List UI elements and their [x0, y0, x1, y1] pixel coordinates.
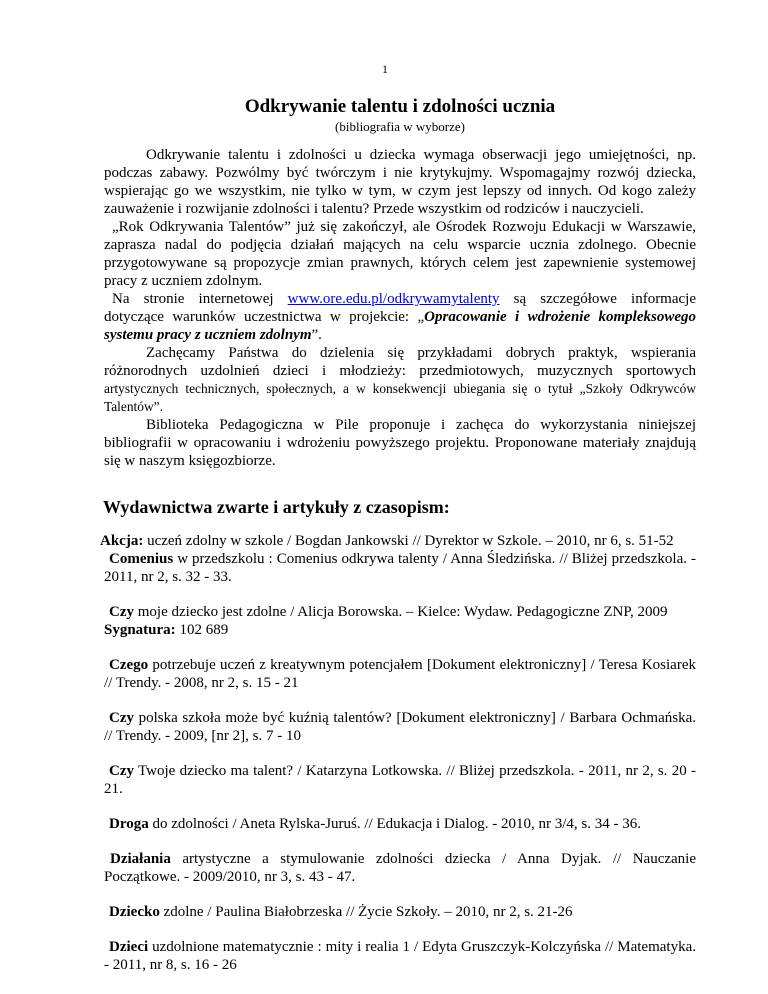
entry-text: do zdolności / Aneta Rylska-Juruś. // Edukacja i Dialog. - 2010, nr 3/4, s. 34 - 36.	[148, 816, 641, 832]
entry-keyword: Dzieci	[109, 939, 149, 955]
bibliography-entry	[104, 938, 696, 974]
document-subtitle: (bibliografia w wyborze)	[335, 119, 465, 134]
entry-signature-value: 102 689	[175, 622, 229, 638]
entry-text: artystyczne a stymulowanie zdolności dziecka / Anna Dyjak. // Nauczanie Początkowe. - 2009/2010, nr 3, s. 43 - 47.	[104, 851, 696, 885]
ore-link[interactable]: www.ore.edu.pl/odkrywamytalenty	[287, 291, 500, 307]
entry-keyword: Czy	[109, 710, 134, 726]
entry-keyword: Comenius	[109, 551, 174, 567]
entry-text: uczeń zdolny w szkole / Bogdan Jankowski // Dyrektor w Szkole. – 2010, nr 6, s. 51-52	[143, 533, 674, 549]
bibliography-entry	[104, 550, 696, 586]
intro-paragraph-5: Biblioteka Pedagogiczna w Pile proponuje i zachęca do wykorzystania niniejszej bibliografii w opracowaniu i wdrożeniu powyższego projektu. Proponowane materiały znajdują się w naszym księgozbiorze.	[104, 417, 696, 469]
bibliography-entry	[100, 532, 696, 550]
entry-signature-label: Sygnatura:	[104, 622, 176, 638]
intro-paragraph-4	[104, 344, 696, 416]
intro-paragraph-2: „Rok Odkrywania Talentów” już się zakończył, ale Ośrodek Rozwoju Edukacji w Warszawie, zaprasza nadal do podjęcia działań mających na celu wsparcie ucznia zdolnego. Obecnie przygotowywane są propozycje zmian prawnych, których celem jest zapewnienie systemowej pracy z uczniem zdolnym.	[104, 219, 696, 289]
entry-keyword: Dziecko	[109, 904, 160, 920]
spacer	[104, 798, 696, 815]
bibliography-list	[100, 532, 696, 974]
bibliography-entry	[104, 656, 696, 692]
spacer	[104, 886, 696, 903]
page-number: 1	[382, 62, 388, 76]
intro-paragraph-1: Odkrywanie talentu i zdolności u dziecka wymaga obserwacji jego umiejętności, np. podczas zabawy. Pozwólmy być twórczym i nie krytykujmy. Wspomagajmy rozwój dziecka, wspierając go we wszystkim, nie tylko w tym, w czym jest lepszy od innych. Od kogo zależy zauważenie i rozwijanie zdolności i talentu? Przede wszystkim od rodziców i nauczycieli.	[104, 147, 696, 217]
document-title: Odkrywanie talentu i zdolności ucznia	[244, 96, 556, 117]
intro-p3-before: Na stronie internetowej	[112, 291, 288, 307]
entry-text: zdolne / Paulina Białobrzeska // Życie Szkoły. – 2010, nr 2, s. 21-26	[159, 904, 573, 920]
entry-keyword: Czego	[109, 657, 149, 673]
bibliography-entry	[104, 603, 696, 639]
spacer	[104, 639, 696, 656]
entry-keyword: Droga	[109, 816, 149, 832]
entry-text: polska szkoła może być kuźnią talentów? [Dokument elektroniczny] / Barbara Ochmańska. // Trendy. - 2009, [nr 2], s. 7 - 10	[104, 710, 696, 744]
bibliography-entry	[104, 762, 696, 798]
entry-keyword: Akcja:	[100, 533, 144, 549]
spacer	[104, 921, 696, 938]
entry-text: w przedszkolu : Comenius odkrywa talenty / Anna Śledzińska. // Bliżej przedszkola. - 2011, nr 2, s. 32 - 33.	[104, 551, 696, 585]
spacer	[104, 833, 696, 850]
project-name: Opracowanie i wdrożenie kompleksowego systemu pracy z uczniem zdolnym	[104, 309, 696, 343]
bibliography-entry	[104, 850, 696, 886]
entry-text: potrzebuje uczeń z kreatywnym potencjałem [Dokument elektroniczny] / Teresa Kosiarek // Trendy. - 2008, nr 2, s. 15 - 21	[104, 657, 696, 691]
entry-keyword: Czy	[109, 604, 134, 620]
intro-p3-after: są szczegółowe informacje dotyczące warunków uczestnictwa w projekcie: „	[104, 291, 696, 325]
spacer	[104, 745, 696, 762]
spacer	[104, 692, 696, 709]
intro-paragraph-3	[104, 290, 696, 344]
entry-keyword: Działania	[110, 851, 171, 867]
entry-keyword: Czy	[109, 763, 134, 779]
bibliography-entry	[104, 903, 696, 921]
intro-p3-end: ”.	[311, 327, 322, 343]
bibliography-entry	[104, 709, 696, 745]
entry-text: uzdolnione matematycznie : mity i realia 1 / Edyta Gruszczyk-Kolczyńska // Matematyka. - 2011, nr 8, s. 16 - 26	[104, 939, 696, 973]
spacer	[104, 586, 696, 603]
section-heading: Wydawnictwa zwarte i artykuły z czasopism:	[103, 497, 450, 517]
intro-p4b: artystycznych technicznych, społecznych, a w konsekwencji ubiegania się o tytuł „Szkoły Odkrywców Talentów”.	[104, 381, 696, 414]
bibliography-entry	[104, 815, 696, 833]
entry-text: Twoje dziecko ma talent? / Katarzyna Lotkowska. // Bliżej przedszkola. - 2011, nr 2, s. 20 - 21.	[104, 763, 696, 797]
intro-p4a: Zachęcamy Państwa do dzielenia się przykładami dobrych praktyk, wspierania różnorodnych uzdolnień dzieci i młodzieży: przedmiotowych, muzycznych sportowych	[104, 345, 696, 379]
entry-text: moje dziecko jest zdolne / Alicja Borowska. – Kielce: Wydaw. Pedagogiczne ZNP, 2009	[134, 604, 668, 620]
